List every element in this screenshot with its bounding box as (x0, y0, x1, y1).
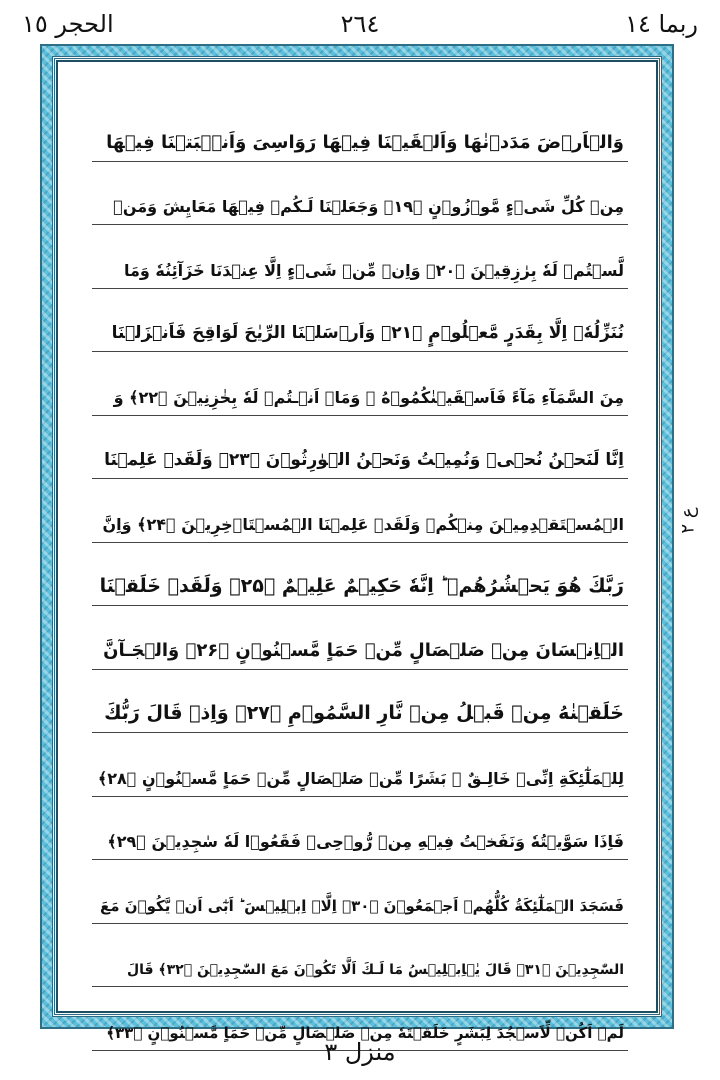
surah-name: الحجر ١٥ (22, 10, 114, 38)
para-name: ربما ١٤ (625, 10, 698, 38)
text-line: الۡمُسۡتَقۡدِمِيۡنَ مِنۡكُمۡ وَلَقَدۡ عَلِمۡنَا الۡمُسۡتَاۡخِرِيۡنَ ﴿۲۴﴾ وَاِنَّ (92, 479, 628, 543)
text-line: فَاِذَا سَوَّيۡتُهٗ وَنَفَخۡتُ فِيۡهِ مِنۡ رُّوۡحِىۡ فَقَعُوۡا لَهٗ سٰجِدِيۡنَ ﴿۲۹﴾ (92, 797, 628, 861)
text-line: لَّسۡتُمۡ لَهٗ بِرٰزِقِيۡنَ ﴿۲۰﴾ وَاِنۡ مِّنۡ شَىۡءٍ اِلَّا عِنۡدَنَا خَزَآئِنُهٗ وَمَا (92, 225, 628, 289)
text-line: مِنۡ كُلِّ شَىۡءٍ مَّوۡزُوۡنٍ ﴿۱۹﴾ وَجَعَلۡنَا لَـكُمۡ فِيۡهَا مَعَايِشَ وَمَنۡ (92, 162, 628, 226)
text-line: لَمۡ اَكُنۡ لِّاَسۡجُدَ لِبَشَرٍ خَلَقۡتَهٗ مِنۡ صَلۡصَالٍ مِّنۡ حَمَاٍ مَّسۡنُوۡنٍ ﴿۳۳﴾ (92, 987, 628, 1051)
text-line: اِنَّا لَنَحۡنُ نُحۡىٖ وَنُمِيۡتُ وَنَحۡنُ الۡوٰرِثُوۡنَ ﴿۲۳﴾ وَلَقَدۡ عَلِمۡنَا (92, 416, 628, 480)
text-line: وَالۡاَرۡضَ مَدَدۡنٰهَا وَاَلۡقَيۡنَا فِيۡهَا رَوَاسِىَ وَاَنۡۢبَتۡنَا فِيۡهَا (92, 98, 628, 162)
text-line: مِنَ السَّمَآءِ مَآءً فَاَسۡقَيۡنٰكُمُوۡهُ‌ ۚ وَمَاۤ اَنۡـتُمۡ لَهٗ بِخٰزِنِيۡنَ ﴿۲۲﴾ وَ (92, 352, 628, 416)
text-line: فَسَجَدَ الۡمَلٰٓئِكَةُ كُلُّهُمۡ اَجۡمَعُوۡنَ ﴿۳۰﴾ اِلَّاۤ اِبۡلِيۡسَ ؕ اَبٰٓى اَنۡ يَّكُوۡنَ مَعَ (92, 860, 628, 924)
manzil-label: منزل ٣ (324, 1038, 396, 1066)
verse-text (92, 98, 628, 1051)
page-number: ٢٦٤ (340, 10, 380, 38)
text-line: السّٰجِدِيۡنَ ﴿۳۱﴾ قَالَ يٰۤاِبۡلِيۡسُ مَا لَـكَ اَلَّا تَكُوۡنَ مَعَ السّٰجِدِيۡنَ ﴿۳۲﴾ قَالَ (92, 924, 628, 988)
text-line: نُنَزِّلُهٗۤ اِلَّا بِقَدَرٍ مَّعۡلُوۡمٍ ﴿۲۱﴾ وَاَرۡسَلۡنَا الرِّيٰحَ لَوَاقِحَ فَاَنۡزَلۡنَا (92, 289, 628, 353)
ruku-marker: ع ٢ (677, 507, 699, 534)
text-line: الۡاِنۡسَانَ مِنۡ صَلۡصَالٍ مِّنۡ حَمَاٍ مَّسۡنُوۡنٍ ﴿۲۶﴾ وَالۡجَـآنَّ (92, 606, 628, 670)
text-line: رَبَّكَ هُوَ يَحۡشُرُهُمۡ‌ ؕ اِنَّهٗ حَكِيۡمٌ عَلِيۡمٌ ﴿۲۵﴾ وَلَقَدۡ خَلَقۡنَا (92, 543, 628, 607)
page-header (0, 6, 720, 46)
text-line: خَلَقۡنٰهُ مِنۡ قَبۡلُ مِنۡ نَّارِ السَّمُوۡمِ ﴿۲۷﴾ وَاِذۡ قَالَ رَبُّكَ (92, 670, 628, 734)
text-line: لِلۡمَلٰٓئِكَةِ اِنِّىۡ خَالِـقٌ ۢ بَشَرًا مِّنۡ صَلۡصَالٍ مِّنۡ حَمَاٍ مَّسۡنُوۡنٍ ﴿۲۸﴾ (92, 733, 628, 797)
